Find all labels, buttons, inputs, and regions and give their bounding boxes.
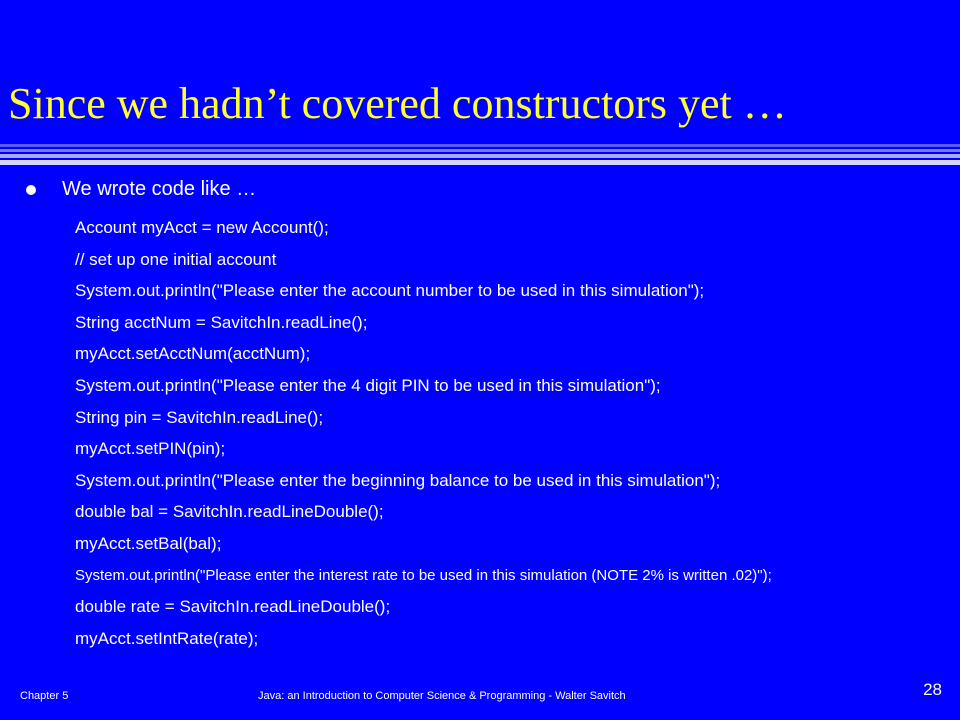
code-line: myAcct.setIntRate(rate);	[75, 628, 259, 648]
footer-chapter: Chapter 5	[20, 690, 69, 702]
bullet-dot-icon	[26, 185, 36, 195]
bullet-item	[26, 178, 256, 201]
code-line: System.out.println("Please enter the interest rate to be used in this simulation (NOTE 2% is written .02)");	[75, 566, 772, 584]
code-line: System.out.println("Please enter the beginning balance to be used in this simulation");	[75, 470, 721, 490]
code-line: myAcct.setPIN(pin);	[75, 439, 226, 459]
title-divider	[0, 144, 960, 166]
code-line: String acctNum = SavitchIn.readLine();	[75, 312, 368, 332]
code-block	[75, 212, 772, 654]
slide-title: Since we hadn’t covered constructors yet …	[8, 79, 787, 128]
code-line: myAcct.setBal(bal);	[75, 533, 222, 553]
footer-book-title: Java: an Introduction to Computer Science & Programming - Walter Savitch	[258, 690, 626, 702]
code-line: double rate = SavitchIn.readLineDouble();	[75, 597, 391, 617]
code-line: String pin = SavitchIn.readLine();	[75, 407, 324, 427]
code-line: System.out.println("Please enter the 4 digit PIN to be used in this simulation");	[75, 375, 661, 395]
code-line: double bal = SavitchIn.readLineDouble();	[75, 502, 384, 522]
code-line: myAcct.setAcctNum(acctNum);	[75, 344, 311, 364]
page-number: 28	[923, 680, 942, 699]
code-line: System.out.println("Please enter the account number to be used in this simulation");	[75, 281, 705, 301]
code-line: // set up one initial account	[75, 249, 277, 269]
code-line: Account myAcct = new Account();	[75, 218, 329, 237]
bullet-text: We wrote code like …	[62, 178, 257, 200]
